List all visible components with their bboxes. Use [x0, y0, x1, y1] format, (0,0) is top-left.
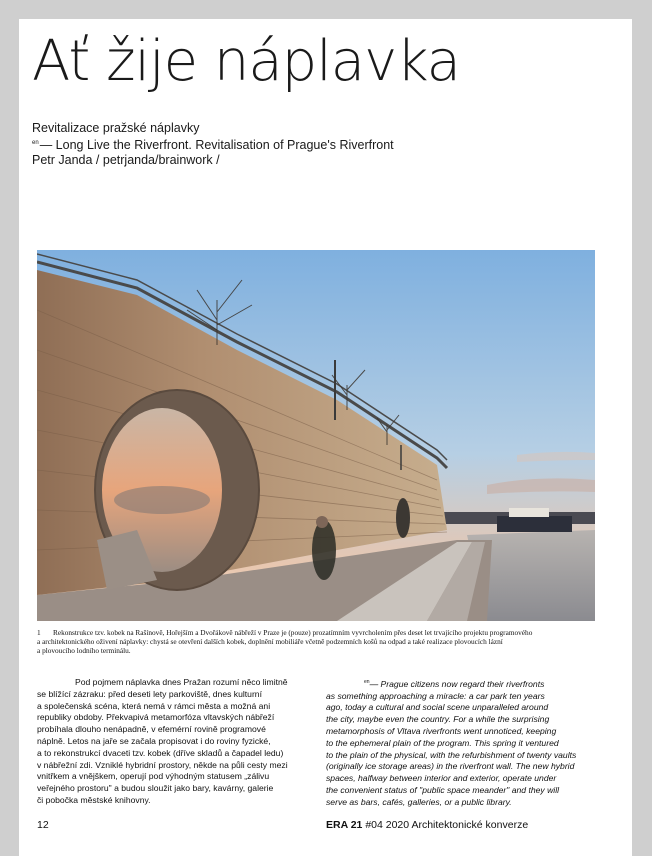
text-line: náplně. Letos na jaře se začala propisovat i do roviny fyzické,: [37, 735, 271, 746]
text-line: vnitřkem a vnějškem, operují pod výhodným statusem „zálivu: [37, 771, 270, 782]
article-authors: Petr Janda / petrjanda/brainwork /: [32, 153, 220, 168]
figure-caption: [37, 628, 602, 656]
caption-line: a plovoucího lodního terminálu.: [37, 646, 131, 656]
language-marker: en: [364, 679, 370, 685]
body-text-english: [326, 677, 611, 809]
magazine-name: ERA 21: [326, 819, 363, 831]
text-line: veřejného prostoru" a budou sloužit jako bary, kavárny, galerie: [37, 783, 274, 794]
text-line: the city, maybe even the country. For a while the surprising: [326, 714, 550, 725]
riverfront-photo: [37, 250, 595, 621]
page-number: 12: [37, 819, 49, 831]
issue-info: #04 2020 Architektonické konverze: [365, 819, 529, 831]
caption-line: 1 Rekonstrukce tzv. kobek na Rašínově, Hořejším a Dvořákově nábřeží v Praze je (pouze) prozatímním vyvrcholením přes deset let trvajícího projektu programového: [37, 628, 533, 637]
subtitle-cz: Revitalizace pražské náplavky: [32, 121, 200, 135]
body-text-czech: [37, 677, 309, 807]
text-line: $^{en}$— Prague citizens now regard their riverfronts: [364, 678, 545, 689]
text-line: as something approaching a miracle: a car park ten years: [326, 690, 545, 701]
text-line: (originally ice storage areas) in the riverfront wall. The new hybrid: [326, 761, 575, 772]
text-line: a společenská scéna, která nemá v rámci města a možná ani: [37, 700, 271, 711]
subtitle-en: — Long Live the Riverfront. Revitalisation of Prague's Riverfront: [39, 138, 394, 153]
text-line: ago, today a cultural and social scene unparalleled around: [326, 702, 549, 713]
article-title: Ať žije náplavka: [32, 29, 460, 94]
text-line: se blížící zázraku: před deseti lety parkoviště, dnes kulturní: [37, 688, 262, 699]
subtitle-en-line: [32, 136, 394, 153]
text-line: spaces, halfway between interior and exterior, operate under: [326, 773, 557, 784]
magazine-page: [19, 19, 632, 856]
text-line: či pobočka městské knihovny.: [37, 794, 151, 805]
text-line: to the plain of the physical, with the refurbishment of twenty vaults: [326, 749, 577, 760]
running-footer: [326, 819, 528, 831]
article-subtitles: [32, 121, 394, 168]
caption-line: a architektonického oživení náplavky: chystá se otevření dalších kobek, doplnění mobiliáře včetně podzemních košů na odpad a také realizace plovoucích lázní: [37, 637, 503, 647]
text-line: to the ephemeral plain of the program. This spring it ventured: [326, 737, 559, 748]
text-line: metamorphosis of Vltava riverfronts went unnoticed, keeping: [326, 726, 557, 737]
text-line: the convenient status of "public space meander" and they will: [326, 785, 560, 796]
language-marker: en: [32, 140, 39, 146]
text-line: a to rekonstrukcí dvaceti tzv. kobek (dříve skladů a čapadel ledu): [37, 747, 284, 758]
text-line: republiky obdoby. Překvapivá metamorfóza vltavských nábřeží: [37, 712, 275, 723]
figure-number: 1: [37, 628, 41, 637]
text-line: serve as bars, cafés, galleries, or a public library.: [326, 796, 512, 807]
text-line: v nábřežní zdi. Vzniklé hybridní prostory, někde na půli cesty mezi: [37, 759, 288, 770]
text-line: Pod pojmem náplavka dnes Pražan rozumí něco limitně: [75, 677, 288, 687]
text-line: probíhala dlouho nenápadně, v efemérní rovině programové: [37, 724, 266, 735]
